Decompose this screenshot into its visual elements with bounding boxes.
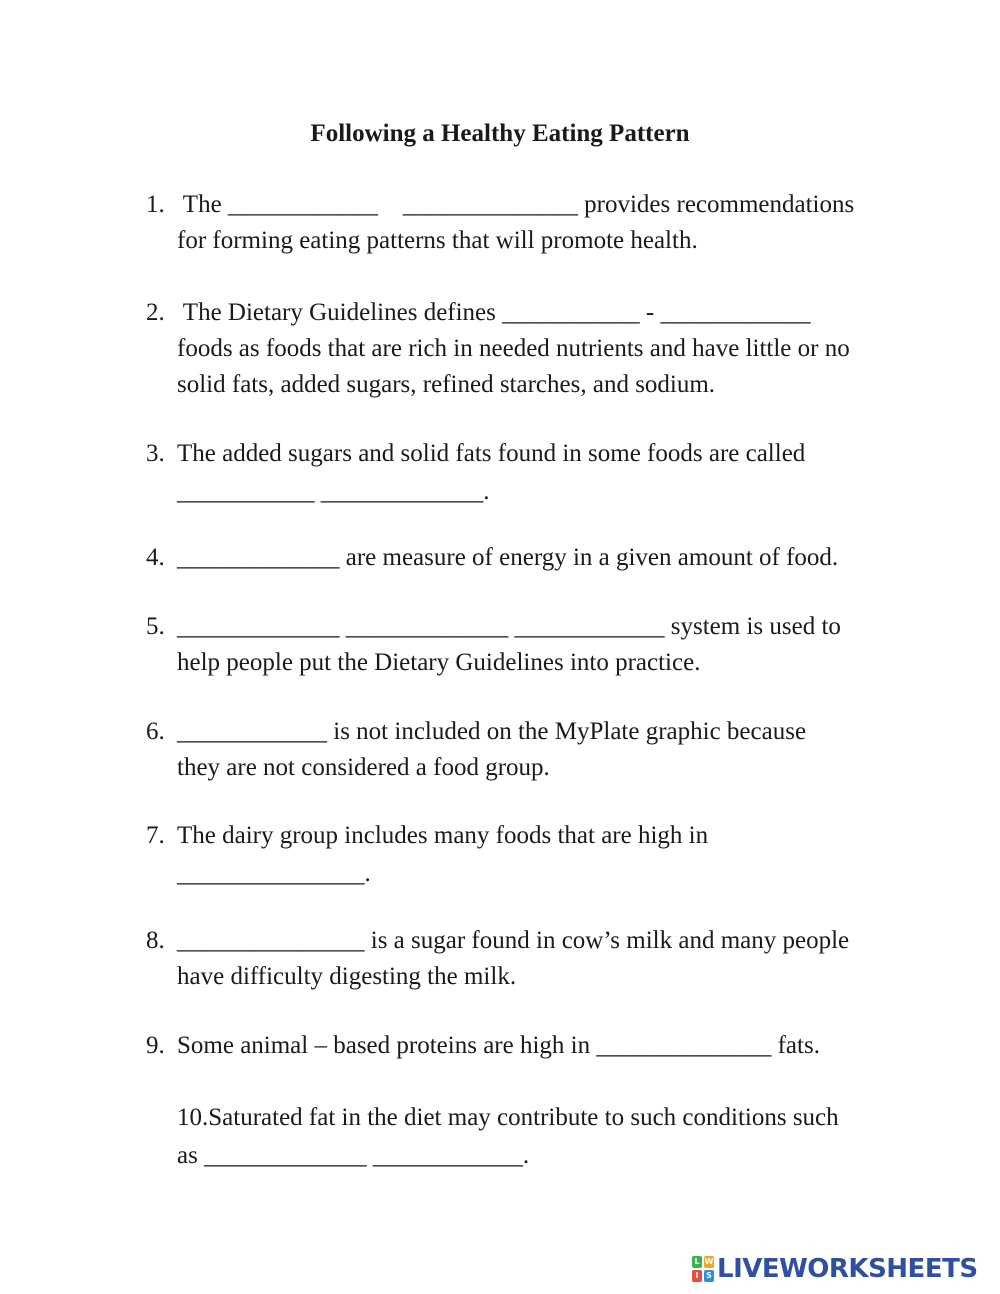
question-line: ___________ _____________. bbox=[177, 478, 490, 505]
question-line: _____________ _____________ ____________ system is used to bbox=[177, 613, 841, 640]
question-number: 2. bbox=[146, 299, 165, 326]
question-number: 4. bbox=[146, 544, 165, 571]
question-line: as _____________ ____________. bbox=[177, 1142, 530, 1169]
question-line: they are not considered a food group. bbox=[177, 754, 550, 781]
question-line: for forming eating patterns that will promote health. bbox=[177, 227, 698, 254]
question-line: The Dietary Guidelines defines ___________ - ____________ bbox=[177, 299, 811, 326]
question-line: Some animal – based proteins are high in ______________ fats. bbox=[177, 1032, 820, 1059]
question-number: 5. bbox=[146, 613, 165, 640]
question-line: _______________ is a sugar found in cow’s milk and many people bbox=[177, 927, 850, 954]
liveworksheets-logo[interactable] bbox=[692, 1254, 978, 1284]
question-line: The added sugars and solid fats found in some foods are called bbox=[177, 440, 806, 467]
question-number: 6. bbox=[146, 718, 165, 745]
question-line: help people put the Dietary Guidelines into practice. bbox=[177, 649, 701, 676]
question-line: _____________ are measure of energy in a given amount of food. bbox=[177, 544, 839, 571]
logo-mark-tile: W bbox=[704, 1257, 714, 1266]
liveworksheets-logo-icon bbox=[692, 1256, 714, 1282]
question-number: 7. bbox=[146, 822, 165, 849]
question-line: The dairy group includes many foods that are high in bbox=[177, 822, 709, 849]
question-number: 1. bbox=[146, 191, 165, 218]
logo-mark-tile: L bbox=[692, 1256, 702, 1268]
question-number: 9. bbox=[146, 1032, 165, 1059]
question-number: 3. bbox=[146, 440, 165, 467]
question-line: The ____________ ______________ provides recommendations bbox=[177, 191, 855, 218]
question-number: 8. bbox=[146, 927, 165, 954]
logo-mark-tile: S bbox=[704, 1270, 714, 1282]
question-line: 10.Saturated fat in the diet may contribute to such conditions such bbox=[177, 1104, 839, 1131]
logo-text: LIVEWORKSHEETS bbox=[717, 1254, 978, 1284]
question-line: foods as foods that are rich in needed nutrients and have little or no bbox=[177, 335, 850, 362]
worksheet-title: Following a Healthy Eating Pattern bbox=[310, 120, 690, 147]
logo-mark-tile: I bbox=[692, 1270, 702, 1282]
question-line: have difficulty digesting the milk. bbox=[177, 963, 517, 990]
question-line: solid fats, added sugars, refined starches, and sodium. bbox=[177, 371, 716, 398]
question-line: _______________. bbox=[177, 860, 371, 887]
question-line: ____________ is not included on the MyPlate graphic because bbox=[177, 718, 807, 745]
